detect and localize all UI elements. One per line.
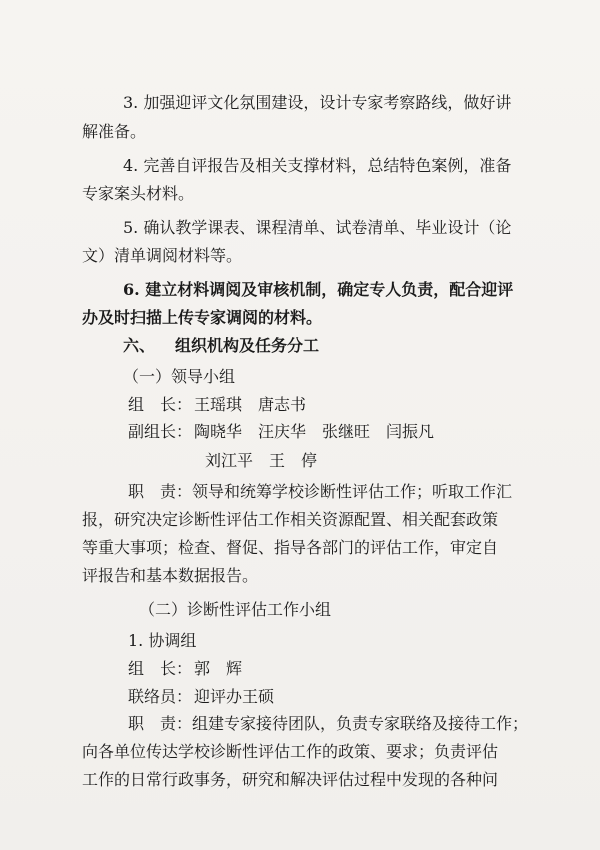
leader-duty-line-4: 评报告和基本数据报告。 bbox=[82, 566, 259, 585]
coordination-duty-line-2: 向各单位传达学校诊断性评估工作的政策、要求；负责评估 bbox=[82, 742, 499, 761]
section-six-number: 六、 bbox=[123, 336, 156, 355]
coordination-leader-label: 组 长： bbox=[128, 659, 193, 678]
leader-duty-line-3: 等重大事项；检查、督促、指导各部门的评估工作，审定自 bbox=[82, 538, 499, 557]
working-group-heading: （二）诊断性评估工作小组 bbox=[139, 600, 332, 619]
item-5-line-1: 5. 确认教学课表、课程清单、试卷清单、毕业设计（论 bbox=[123, 218, 512, 237]
leader-group-deputy-row bbox=[128, 424, 434, 440]
deputy-names-line-2: 刘江平 王 停 bbox=[205, 451, 318, 470]
coordination-duty-line-1: 职 责：组建专家接待团队，负责专家联络及接待工作； bbox=[128, 714, 529, 733]
coordination-leader-name: 郭 辉 bbox=[194, 659, 243, 678]
item-6-line-1: 6. 建立材料调阅及审核机制，确定专人负责，配合迎评 bbox=[123, 280, 514, 299]
deputy-label: 副组长： bbox=[128, 422, 193, 441]
coordination-leader-row bbox=[128, 661, 242, 677]
coordination-duty-line-3: 工作的日常行政事务，研究和解决评估过程中发现的各种问 bbox=[82, 770, 499, 789]
leader-group-leader-row bbox=[128, 397, 306, 413]
item-3-line-1: 3. 加强迎评文化氛围建设，设计专家考察路线，做好讲 bbox=[123, 93, 512, 112]
coordination-contact-label: 联络员： bbox=[128, 687, 193, 706]
deputy-names-line-1: 陶晓华 汪庆华 张继旺 闫振凡 bbox=[194, 422, 435, 441]
item-5-line-2: 文）清单调阅材料等。 bbox=[82, 246, 243, 265]
section-six-heading bbox=[123, 338, 319, 354]
coordination-contact-name: 迎评办王硕 bbox=[194, 687, 275, 706]
section-six-title: 组织机构及任务分工 bbox=[175, 336, 320, 355]
item-4-line-2: 专家案头材料。 bbox=[82, 184, 195, 203]
coordination-contact-row bbox=[128, 689, 274, 705]
leader-group-heading: （一）领导小组 bbox=[123, 367, 236, 386]
item-3-line-2: 解准备。 bbox=[82, 122, 147, 141]
leader-label: 组 长： bbox=[128, 395, 193, 414]
leader-duty-line-1: 职 责：领导和统筹学校诊断性评估工作；听取工作汇 bbox=[128, 482, 513, 501]
leader-duty-line-2: 报，研究决定诊断性评估工作相关资源配置、相关配套政策 bbox=[82, 510, 499, 529]
item-6-line-2: 办及时扫描上传专家调阅的材料。 bbox=[82, 308, 323, 327]
coordination-group-title: 1. 协调组 bbox=[128, 631, 197, 650]
leader-names: 王瑶琪 唐志书 bbox=[194, 395, 307, 414]
item-4-line-1: 4. 完善自评报告及相关支撑材料，总结特色案例，准备 bbox=[123, 156, 512, 175]
